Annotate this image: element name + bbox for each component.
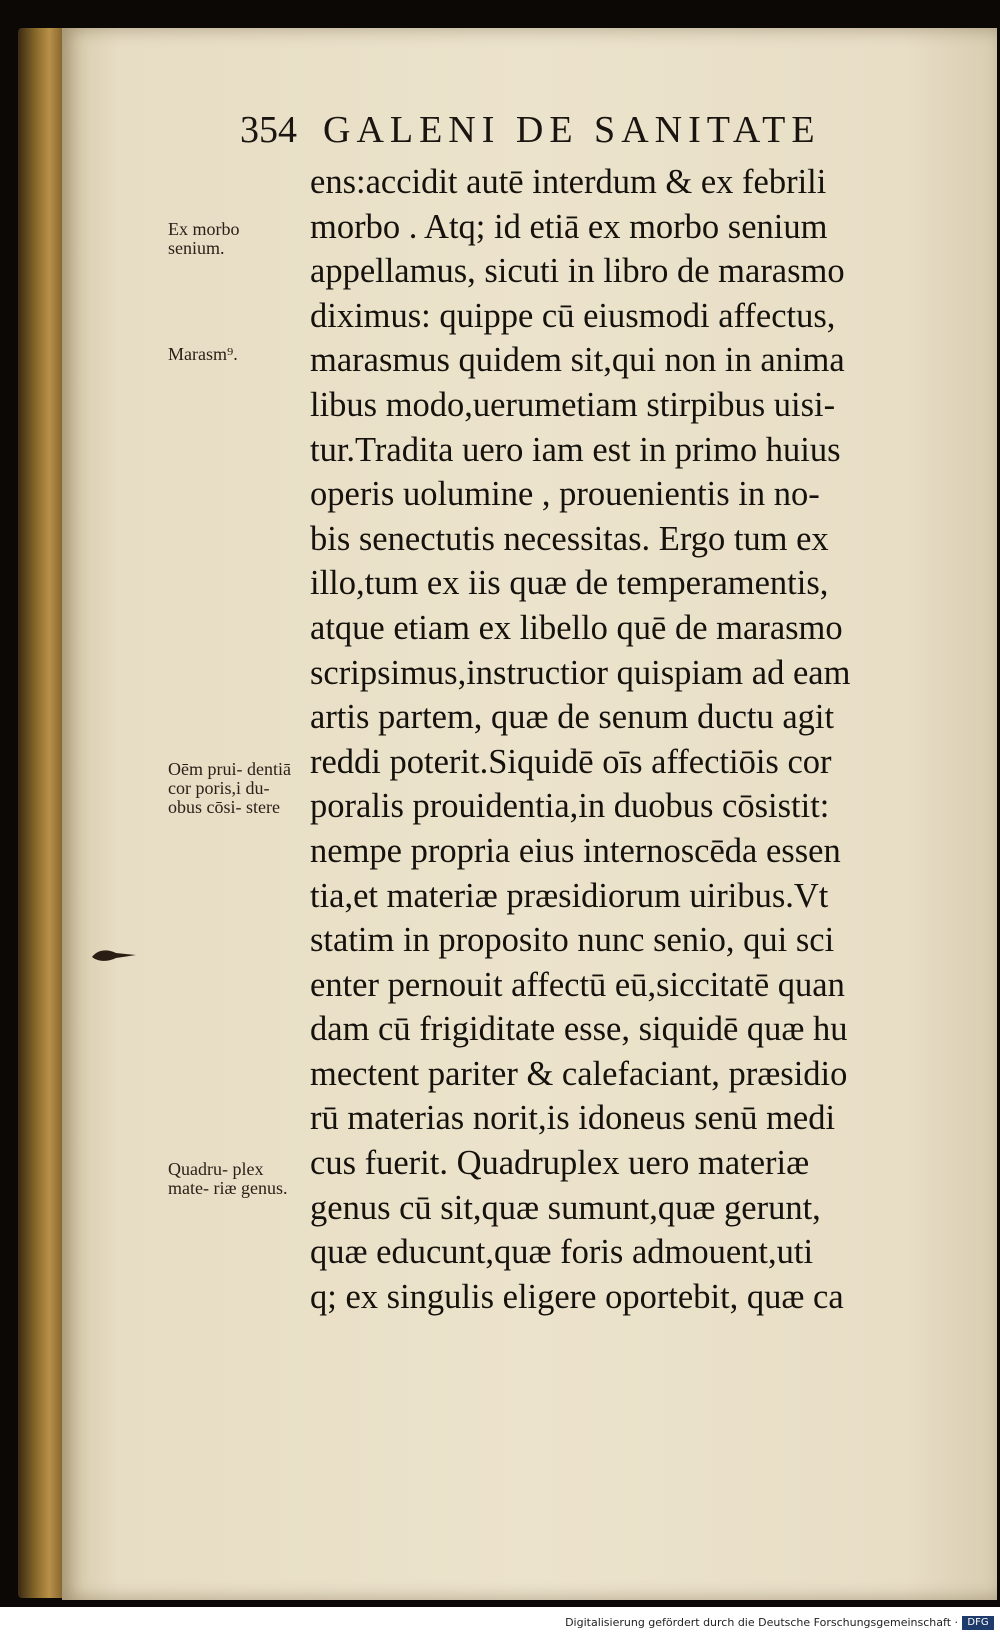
text-line: statim in proposito nunc senio, qui sci (310, 921, 835, 960)
dfg-logo: DFG (962, 1616, 994, 1630)
text-line: cus fuerit. Quadruplex uero materiæ (310, 1144, 810, 1183)
text-line: poralis prouidentia,in duobus cōsistit: (310, 787, 830, 826)
margin-note: Quadru- plex mate- riæ genus. (168, 1159, 288, 1198)
text-line: atque etiam ex libello quē de marasmo (310, 608, 843, 647)
margin-note: Ex morbo senium. (168, 219, 240, 258)
text-line: illo,tum ex iis quæ de temperamentis, (310, 564, 829, 603)
text-line: operis uolumine , prouenientis in no- (310, 475, 820, 514)
margin-note: Marasm⁹. (168, 344, 238, 364)
text-line: quæ educunt,quæ foris admouent,uti (310, 1233, 814, 1272)
text-line: diximus: quippe cū eiusmodi affectus, (310, 296, 836, 335)
text-line: libus modo,uerumetiam stirpibus uisi- (310, 385, 836, 424)
text-line: scripsimus,instructior quispiam ad eam (310, 653, 851, 692)
text-line: genus cū sit,quæ sumunt,quæ gerunt, (310, 1188, 821, 1227)
text-line: q; ex singulis eligere oportebit, quæ ca (310, 1277, 844, 1316)
text-line: artis partem, quæ de senum ductu agit (310, 698, 835, 737)
text-line: dam cū frigiditate esse, siquidē quæ hu (310, 1010, 848, 1049)
text-line: tia,et materiæ præsidiorum uiribus.Vt (310, 876, 829, 915)
text-line: morbo . Atq; id etiā ex morbo senium (310, 207, 828, 246)
text-line: appellamus, sicuti in libro de marasmo (310, 252, 845, 291)
footer-credit: Digitalisierung gefördert durch die Deutsche Forschungsgemeinschaft · (565, 1616, 958, 1629)
text-line: marasmus quidem sit,qui non in anima (310, 341, 845, 380)
margin-note: Oēm prui- dentiā cor poris,i du- obus cōsi- stere (168, 759, 291, 817)
text-line: bis senectutis necessitas. Ergo tum ex (310, 519, 829, 558)
footer-bar (0, 1607, 1000, 1635)
manicule-icon (90, 945, 140, 965)
text-line: enter pernouit affectū eū,siccitatē quan (310, 965, 845, 1004)
text-line: tur.Tradita uero iam est in primo huius (310, 430, 841, 469)
body-text (310, 160, 960, 1319)
running-head (240, 108, 940, 152)
text-line: nempe propria eius internoscēda essen (310, 831, 841, 870)
page-number: 354 (240, 109, 297, 151)
running-title: GALENI DE SANITATE (323, 109, 821, 151)
text-line: ens:accidit autē interdum & ex febrili (310, 163, 827, 201)
text-line: mectent pariter & calefaciant, præsidio (310, 1054, 848, 1093)
text-line: rū materias norit,is idoneus senū medi (310, 1099, 836, 1138)
text-line: reddi poterit.Siquidē oīs affectiōis cor (310, 742, 832, 781)
